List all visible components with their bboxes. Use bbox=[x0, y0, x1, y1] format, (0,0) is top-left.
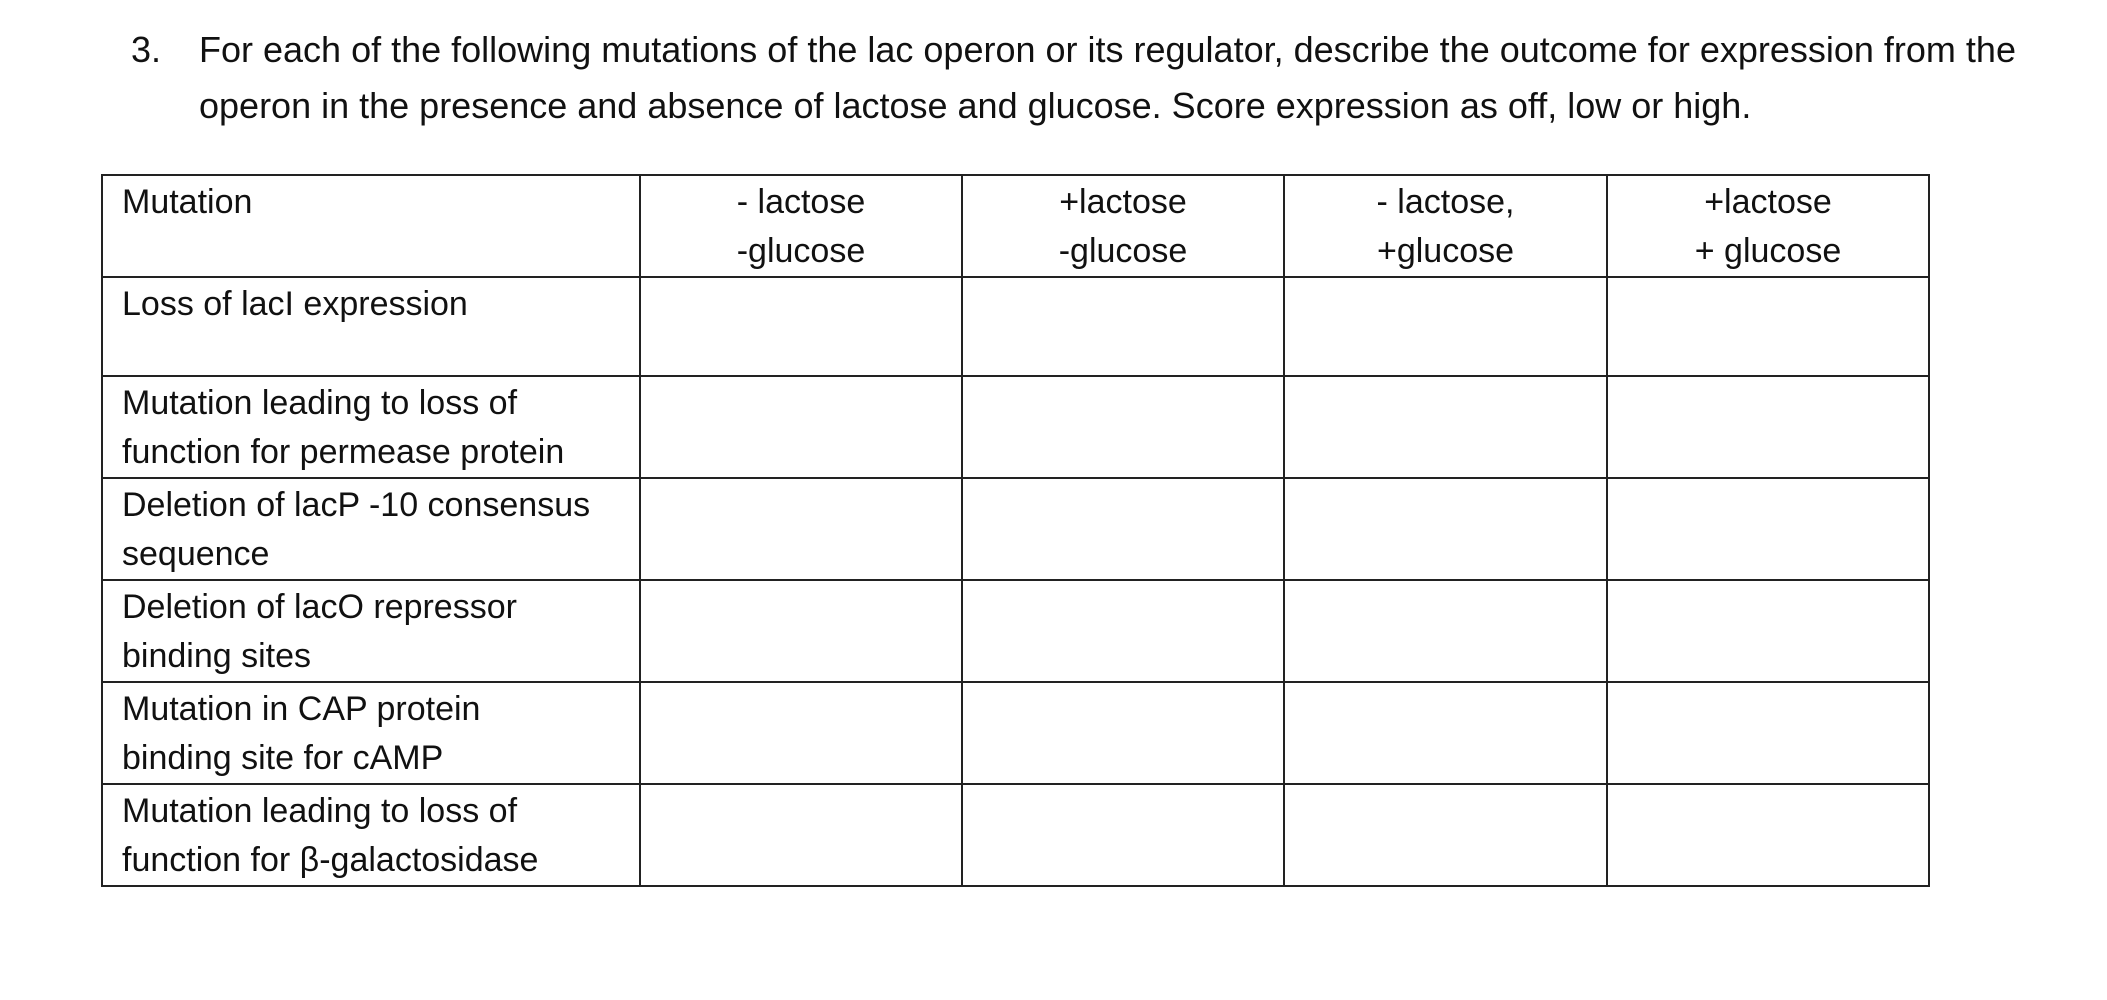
answer-value bbox=[1608, 479, 1928, 481]
mutation-table-container bbox=[101, 174, 1930, 887]
header-plus-lactose-plus-glucose bbox=[1607, 175, 1929, 277]
answer-value bbox=[1285, 581, 1606, 583]
answer-cell[interactable] bbox=[640, 784, 962, 886]
answer-value bbox=[1608, 785, 1928, 787]
question-number: 3. bbox=[131, 29, 162, 70]
answer-cell[interactable] bbox=[1284, 376, 1607, 478]
answer-cell[interactable] bbox=[962, 580, 1284, 682]
table-header-row bbox=[102, 175, 1929, 277]
answer-value bbox=[963, 683, 1283, 685]
answer-cell[interactable] bbox=[1284, 478, 1607, 580]
answer-cell[interactable] bbox=[962, 376, 1284, 478]
mutation-cell bbox=[102, 376, 640, 478]
header-label: - lactose, +glucose bbox=[1376, 183, 1515, 270]
header-label: - lactose -glucose bbox=[736, 183, 866, 270]
answer-cell[interactable] bbox=[640, 580, 962, 682]
header-mutation bbox=[102, 175, 640, 277]
header-label: +lactose + glucose bbox=[1694, 183, 1842, 270]
question-text: For each of the following mutations of the lac operon or its regulator, describe the outcome for expression from the operon in the presence and absence of lactose and glucose. Score expression as off, low or high. bbox=[199, 29, 2016, 126]
answer-cell[interactable] bbox=[962, 682, 1284, 784]
answer-value bbox=[641, 278, 961, 280]
mutation-table bbox=[101, 174, 1930, 887]
answer-value bbox=[1285, 278, 1606, 280]
answer-cell[interactable] bbox=[962, 784, 1284, 886]
answer-cell[interactable] bbox=[640, 478, 962, 580]
answer-value bbox=[1608, 581, 1928, 583]
answer-cell[interactable] bbox=[1607, 580, 1929, 682]
table-row bbox=[102, 277, 1929, 376]
mutation-label: Mutation leading to loss of function for permease protein bbox=[122, 384, 565, 471]
mutation-cell bbox=[102, 784, 640, 886]
answer-value bbox=[641, 479, 961, 481]
answer-value bbox=[963, 581, 1283, 583]
answer-value bbox=[641, 377, 961, 379]
answer-value bbox=[641, 581, 961, 583]
answer-value bbox=[963, 785, 1283, 787]
answer-cell[interactable] bbox=[1607, 784, 1929, 886]
table-row bbox=[102, 682, 1929, 784]
mutation-label: Deletion of lacP -10 consensus sequence bbox=[122, 486, 591, 573]
answer-cell[interactable] bbox=[962, 478, 1284, 580]
table-row bbox=[102, 580, 1929, 682]
answer-cell[interactable] bbox=[640, 277, 962, 376]
answer-value bbox=[1285, 683, 1606, 685]
header-minus-lactose-plus-glucose bbox=[1284, 175, 1607, 277]
answer-value bbox=[1285, 479, 1606, 481]
header-minus-lactose-minus-glucose bbox=[640, 175, 962, 277]
mutation-label: Loss of lacI expression bbox=[122, 285, 468, 323]
table-row bbox=[102, 478, 1929, 580]
answer-value bbox=[1608, 683, 1928, 685]
answer-cell[interactable] bbox=[1284, 580, 1607, 682]
answer-cell[interactable] bbox=[640, 682, 962, 784]
answer-cell[interactable] bbox=[1607, 277, 1929, 376]
answer-cell[interactable] bbox=[1284, 277, 1607, 376]
mutation-cell bbox=[102, 682, 640, 784]
answer-value bbox=[1285, 785, 1606, 787]
answer-cell[interactable] bbox=[640, 376, 962, 478]
mutation-label: Deletion of lacO repressor binding sites bbox=[122, 588, 517, 675]
answer-cell[interactable] bbox=[1607, 376, 1929, 478]
mutation-cell bbox=[102, 277, 640, 376]
mutation-cell bbox=[102, 580, 640, 682]
header-plus-lactose-minus-glucose bbox=[962, 175, 1284, 277]
answer-value bbox=[963, 278, 1283, 280]
header-label: +lactose -glucose bbox=[1058, 183, 1188, 270]
header-label: Mutation bbox=[122, 183, 253, 221]
answer-value bbox=[963, 479, 1283, 481]
answer-cell[interactable] bbox=[1607, 478, 1929, 580]
answer-cell[interactable] bbox=[1607, 682, 1929, 784]
answer-cell[interactable] bbox=[1284, 682, 1607, 784]
answer-value bbox=[1608, 377, 1928, 379]
answer-value bbox=[963, 377, 1283, 379]
table-row bbox=[102, 376, 1929, 478]
answer-cell[interactable] bbox=[962, 277, 1284, 376]
answer-value bbox=[641, 683, 961, 685]
table-row bbox=[102, 784, 1929, 886]
mutation-cell bbox=[102, 478, 640, 580]
answer-cell[interactable] bbox=[1284, 784, 1607, 886]
mutation-label: Mutation in CAP protein binding site for cAMP bbox=[122, 690, 481, 777]
answer-value bbox=[1608, 278, 1928, 280]
answer-value bbox=[641, 785, 961, 787]
mutation-label: Mutation leading to loss of function for β-galactosidase bbox=[122, 792, 539, 879]
answer-value bbox=[1285, 377, 1606, 379]
